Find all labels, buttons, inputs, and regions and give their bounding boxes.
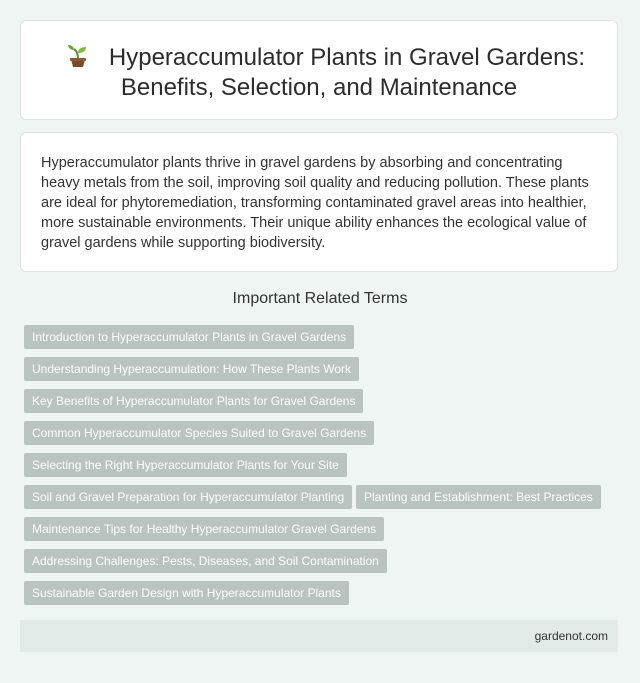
title-line-1: Hyperaccumulator Plants in Gravel Gardens: [21,43,617,73]
footer-site-link[interactable]: gardenot.com [534,629,608,643]
related-term-tag[interactable]: Key Benefits of Hyperaccumulator Plants for Gravel Gardens [24,389,363,413]
related-term-tag[interactable]: Introduction to Hyperaccumulator Plants in Gravel Gardens [24,325,354,349]
page-title [21,43,617,103]
sprout-icon [65,43,91,69]
related-term-tag[interactable]: Common Hyperaccumulator Species Suited to Gravel Gardens [24,421,374,445]
related-term-tag[interactable]: Selecting the Right Hyperaccumulator Plants for Your Site [24,453,347,477]
related-term-tag[interactable]: Understanding Hyperaccumulation: How These Plants Work [24,357,359,381]
related-term-tag[interactable]: Soil and Gravel Preparation for Hyperaccumulator Planting [24,485,352,509]
summary-text: Hyperaccumulator plants thrive in gravel gardens by absorbing and concentrating heavy metals from the soil, improving soil quality and reducing pollution. These plants are ideal for phytoremediation, transforming contaminated gravel areas into healthier, more sustainable environments. Their unique ability enhances the ecological value of gravel gardens while supporting biodiversity. [41,155,589,251]
related-terms-heading: Important Related Terms [232,290,408,307]
title-card [20,20,618,120]
related-term-tag[interactable]: Maintenance Tips for Healthy Hyperaccumulator Gravel Gardens [24,517,384,541]
related-term-tag[interactable]: Sustainable Garden Design with Hyperaccumulator Plants [24,581,349,605]
summary-card [20,132,618,272]
related-term-tag[interactable]: Planting and Establishment: Best Practices [356,485,601,509]
title-line-2: Benefits, Selection, and Maintenance [120,74,518,101]
footer [20,620,618,652]
related-term-tag[interactable]: Addressing Challenges: Pests, Diseases, and Soil Contamination [24,549,387,573]
